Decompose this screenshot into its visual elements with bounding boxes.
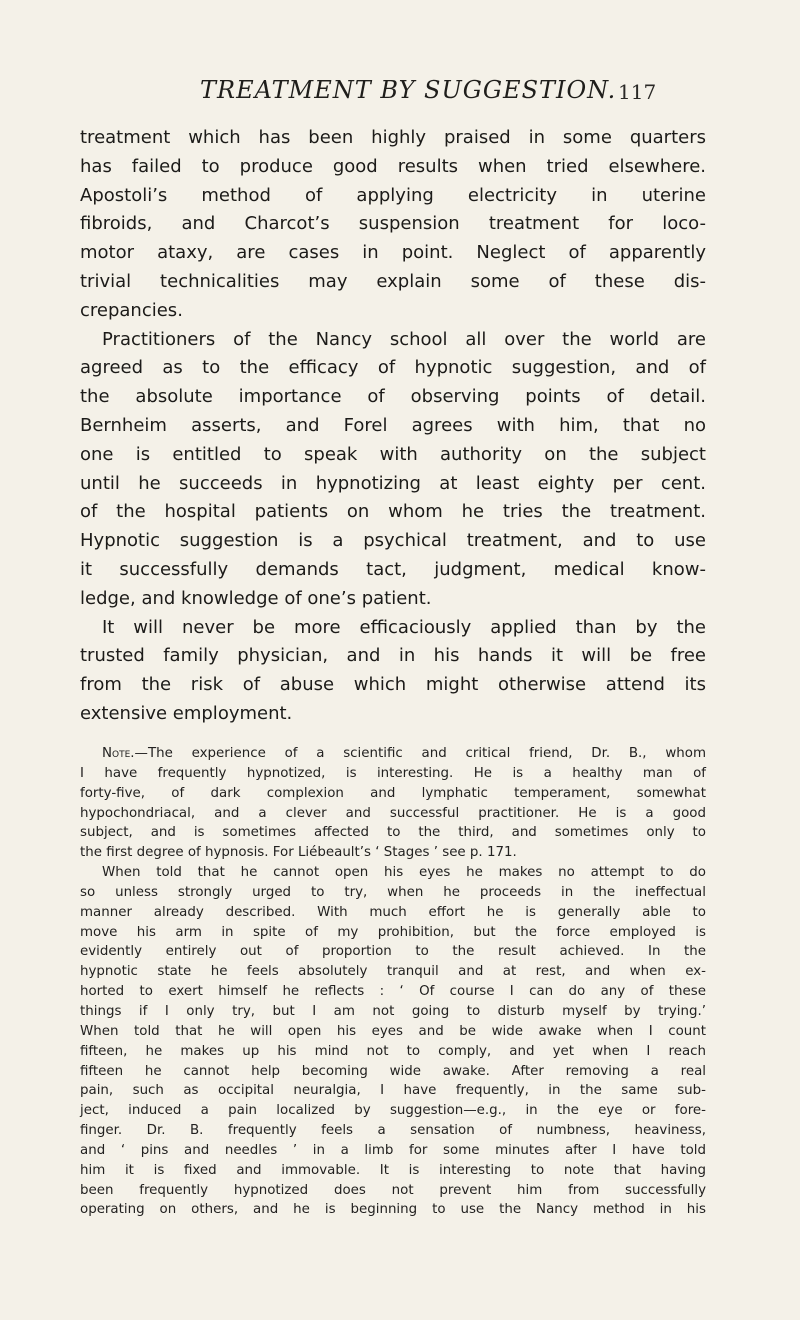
body-line: ledge, and knowledge of one’s patient.	[80, 587, 432, 609]
body-line: Hypnotic suggestion is a psychical treatment, and to use	[80, 530, 706, 552]
body-text	[80, 124, 706, 729]
note-line: and ‘ pins and needles ’ in a limb for some minutes after I have told	[80, 1142, 706, 1158]
body-line: one is entitled to speak with authority on the subject	[80, 443, 706, 465]
body-line: treatment which has been highly praised in some quarters	[80, 127, 706, 148]
note-line: subject, and is sometimes affected to the third, and sometimes only to	[80, 825, 706, 841]
body-line: Practitioners of the Nancy school all over the world are	[102, 328, 706, 350]
note-line: When told that he cannot open his eyes he makes no attempt to do	[102, 865, 706, 881]
note-line: I have frequently hypnotized, is interesting. He is a healthy man of	[80, 765, 706, 781]
running-head: TREATMENT BY SUGGESTION.	[200, 76, 617, 104]
note-line-text: —The experience of a scientific and critical friend, Dr. B., whom	[134, 746, 706, 761]
body-line: Apostoli’s method of applying electricity in uterine	[80, 184, 706, 206]
body-line: motor ataxy, are cases in point. Neglect of apparently	[80, 242, 706, 264]
note-line: When told that he will open his eyes and be wide awake when I count	[80, 1023, 706, 1039]
note-line: move his arm in spite of my prohibition, but the force employed is	[80, 924, 706, 940]
body-line: It will never be more efficaciously applied than by the	[102, 616, 706, 638]
note-label: Note.	[102, 746, 135, 761]
body-line: from the risk of abuse which might otherwise attend its	[80, 674, 706, 696]
body-line: fibroids, and Charcot’s suspension treatment for loco-	[80, 213, 706, 235]
note-line: finger. Dr. B. frequently feels a sensation of numbness, heaviness,	[80, 1123, 706, 1139]
page-header	[0, 72, 800, 112]
note-line	[80, 744, 706, 764]
body-line: has failed to produce good results when tried elsewhere.	[80, 155, 706, 177]
body-line: of the hospital patients on whom he tries the treatment.	[80, 501, 706, 523]
body-line: crepancies.	[80, 299, 183, 321]
note-line: ject, induced a pain localized by suggestion—e.g., in the eye or fore-	[80, 1103, 706, 1119]
body-line: extensive employment.	[80, 702, 293, 724]
page-number: 117	[618, 80, 657, 104]
footnote	[80, 744, 706, 1220]
note-line: pain, such as occipital neuralgia, I have frequently, in the same sub-	[80, 1083, 706, 1099]
note-line: fifteen, he makes up his mind not to comply, and yet when I reach	[80, 1043, 706, 1059]
note-line: the first degree of hypnosis. For Liébeault’s ‘ Stages ’ see p. 171.	[80, 845, 517, 861]
note-line: been frequently hypnotized does not prevent him from successfully	[80, 1182, 706, 1198]
note-line: fifteen he cannot help becoming wide awake. After removing a real	[80, 1063, 706, 1079]
note-line: evidently entirely out of proportion to the result achieved. In the	[80, 944, 706, 960]
body-line: until he succeeds in hypnotizing at least eighty per cent.	[80, 472, 706, 494]
note-line: manner already described. With much effort he is generally able to	[80, 904, 706, 920]
note-line: hypnotic state he feels absolutely tranquil and at rest, and when ex-	[80, 964, 706, 980]
body-line: trusted family physician, and in his hands it will be free	[80, 645, 706, 667]
note-line: so unless strongly urged to try, when he proceeds in the ineffectual	[80, 884, 706, 900]
body-line: it successfully demands tact, judgment, medical know-	[80, 558, 706, 580]
note-line: horted to exert himself he reflects : ‘ Of course I can do any of these	[80, 984, 706, 1000]
note-line: things if I only try, but I am not going to disturb myself by trying.’	[80, 1003, 706, 1019]
body-line: trivial technicalities may explain some of these dis-	[80, 270, 706, 292]
body-line: the absolute importance of observing points of detail.	[80, 386, 706, 408]
note-line: operating on others, and he is beginning to use the Nancy method in his	[80, 1202, 706, 1218]
body-line: agreed as to the efficacy of hypnotic suggestion, and of	[80, 357, 706, 379]
note-line: hypochondriacal, and a clever and successful practitioner. He is a good	[80, 805, 706, 821]
note-line: forty-five, of dark complexion and lymphatic temperament, somewhat	[80, 785, 706, 801]
body-line: Bernheim asserts, and Forel agrees with him, that no	[80, 414, 706, 436]
note-line: him it is fixed and immovable. It is interesting to note that having	[80, 1162, 706, 1178]
